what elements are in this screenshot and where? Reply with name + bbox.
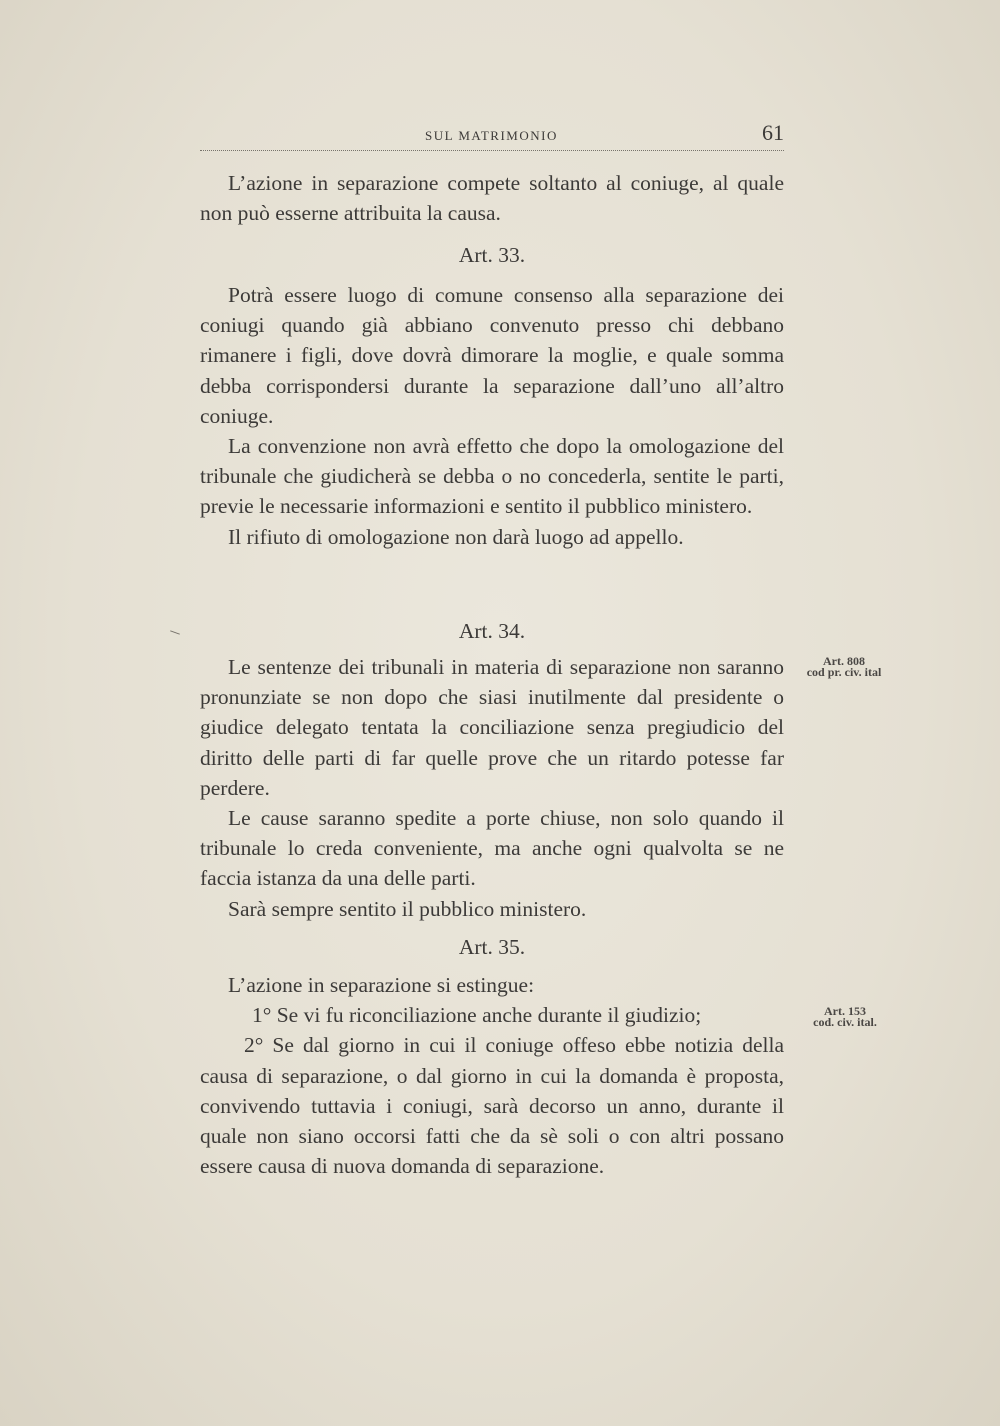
running-head: SUL MATRIMONIO (425, 128, 558, 143)
margin-note-line: Art. 808 (823, 654, 865, 668)
article-heading: Art. 35. (458, 935, 526, 959)
paragraph: Il rifiuto di omologazione non darà luogo ad appello. (228, 524, 684, 549)
article-35 (200, 932, 784, 962)
paragraph: Sarà sempre sentito il pubblico ministero. (228, 896, 587, 921)
paragraph: La convenzione non avrà effetto che dopo la omologazione del tribunale che giudicherà se debba o no concederla, sentite le parti, previe le necessarie informazioni e sentito il pubblico ministero. (200, 434, 784, 519)
margin-note-line: Art. 153 (824, 1004, 866, 1018)
header-rule (200, 150, 784, 151)
article-33 (200, 240, 784, 270)
paragraph: L’azione in separazione compete soltanto al coniuge, al quale non può esserne attribuita la causa. (200, 171, 784, 226)
article-35-body (200, 970, 784, 1181)
margin-note-line: cod pr. civ. ital (806, 665, 882, 679)
page-number: 61 (762, 120, 784, 145)
article-heading: Art. 34. (458, 619, 526, 643)
margin-note-line: cod. civ. ital. (813, 1015, 877, 1029)
paragraph: 2° Se dal giorno in cui il coniuge offeso ebbe notizia della causa di separazione, o dal giorno in cui la domanda è proposta, convivendo tuttavia i coniugi, sarà decorso un anno, durante il quale non siano occorsi fatti che da sè soli o con altri possano essere causa di nuova domanda di separazione. (200, 1033, 784, 1179)
paragraph: L’azione in separazione si estingue: (228, 973, 535, 997)
article-34-body (200, 652, 784, 924)
margin-tick-mark (170, 630, 180, 634)
article-heading: Art. 33. (458, 243, 526, 267)
paragraph: Le cause saranno spedite a porte chiuse, non solo quando il tribunale lo creda conveniente, ma anche ogni qualvolta se ne faccia istanza da una delle parti. (200, 806, 784, 891)
page-header (200, 120, 784, 150)
opening-block (200, 168, 784, 228)
paragraph: 1° Se vi fu riconciliazione anche durante il giudizio; (252, 1003, 702, 1028)
article-33-body (200, 280, 784, 552)
margin-note-art-808 (794, 656, 894, 678)
paragraph: Le sentenze dei tribunali in materia di separazione non saranno pronunziate se non dopo che siasi inutilmente dal presidente o giudice delegato tentata la conciliazione senza pregiudicio del diritto delle parti di far quelle prove che un ritardo potesse far perdere. (200, 655, 784, 800)
margin-note-art-153 (800, 1006, 890, 1028)
article-34 (200, 616, 784, 646)
paragraph: Potrà essere luogo di comune consenso alla separazione dei coniugi quando già abbiano convenuto presso chi debbano rimanere i figli, dove dovrà dimorare la moglie, e quale somma debba corrispondersi durante la separazione dall’uno all’altro coniuge. (200, 283, 784, 428)
